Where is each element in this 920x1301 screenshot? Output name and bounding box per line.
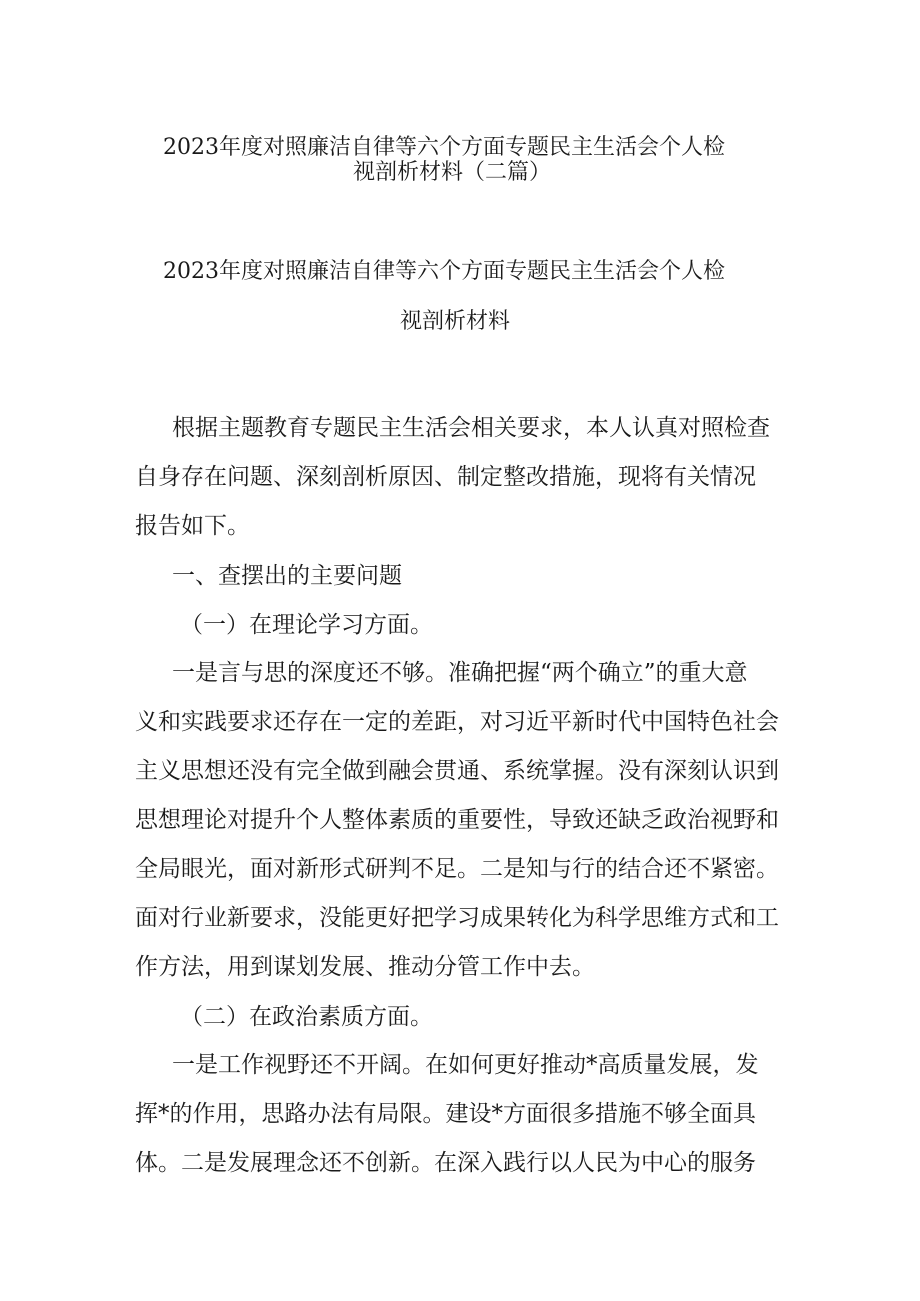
body-line: 体。二是发展理念还不创新。在深入践行以人民为中心的服务 bbox=[135, 1150, 756, 1176]
section1-heading: 一、查摆出的主要问题 bbox=[172, 563, 402, 589]
sub-title-line2: 视剖析材料 bbox=[400, 309, 511, 334]
body-line: 挥*的作用，思路办法有局限。建设*方面很多措施不够全面具 bbox=[135, 1101, 756, 1127]
body-line: 思想理论对提升个人整体素质的重要性，导致还缺乏政治视野和 bbox=[135, 807, 779, 833]
subsection2-heading: （二）在政治素质方面。 bbox=[180, 1004, 433, 1030]
body-line: 义和实践要求还存在一定的差距，对习近平新时代中国特色社会 bbox=[135, 709, 779, 735]
body-line: 一是工作视野还不开阔。在如何更好推动*高质量发展，发 bbox=[172, 1052, 759, 1078]
body-line: 面对行业新要求，没能更好把学习成果转化为科学思维方式和工 bbox=[135, 905, 779, 931]
intro-line: 根据主题教育专题民主生活会相关要求，本人认真对照检查 bbox=[172, 415, 770, 441]
body-line: 主义思想还没有完全做到融会贯通、系统掌握。没有深刻认识到 bbox=[135, 758, 779, 784]
subsection1-heading: （一）在理论学习方面。 bbox=[180, 612, 433, 638]
main-title-line2: 视剖析材料（二篇） bbox=[353, 160, 552, 185]
intro-line: 自身存在问题、深刻剖析原因、制定整改措施，现将有关情况 bbox=[135, 464, 756, 490]
sub-title-line1: 2023年度对照廉洁自律等六个方面专题民主生活会个人检 bbox=[163, 259, 725, 284]
main-title-line1: 2023年度对照廉洁自律等六个方面专题民主生活会个人检 bbox=[163, 135, 725, 160]
intro-line: 报告如下。 bbox=[135, 513, 250, 539]
body-line: 作方法，用到谋划发展、推动分管工作中去。 bbox=[135, 954, 595, 980]
body-line: 一是言与思的深度还不够。准确把握“两个确立”的重大意 bbox=[172, 660, 748, 686]
body-line: 全局眼光，面对新形式研判不足。二是知与行的结合还不紧密。 bbox=[135, 856, 779, 882]
